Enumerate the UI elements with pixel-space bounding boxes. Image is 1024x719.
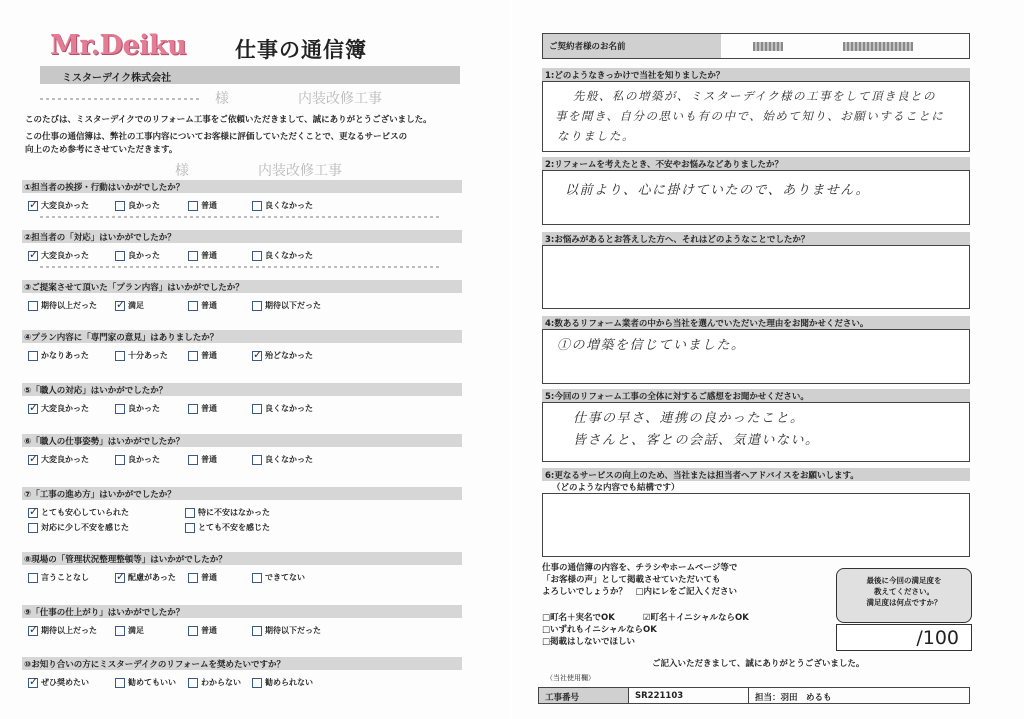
checkbox[interactable] xyxy=(252,455,262,465)
option-label: 普通 xyxy=(201,251,217,260)
satisfaction-prompt xyxy=(836,568,972,623)
question-3-label: ③ご提案させて頂いた「プラン内容」はいかがでしたか？ xyxy=(22,280,462,293)
ghost-sama-text-2: 様 xyxy=(175,163,189,179)
checkbox[interactable] xyxy=(188,678,198,688)
question-1-label: ①担当者の挨拶・行動はいかがでしたか？ xyxy=(22,180,462,193)
question-10-label: ⑩お知り合いの方にミスターデイクのリフォームを奨めたいですか？ xyxy=(22,657,462,670)
checkbox[interactable] xyxy=(28,301,38,311)
option-label: 期待以上だった xyxy=(41,301,97,310)
bleed-scribble xyxy=(40,266,440,268)
q7-option-1[interactable] xyxy=(28,507,129,518)
publication-consent xyxy=(542,562,842,648)
checkbox[interactable] xyxy=(115,404,125,414)
option-label: 普通 xyxy=(201,573,217,582)
satisfaction-prompt-line-2: 教えてください。 xyxy=(874,587,934,596)
work-number-label: 工事番号 xyxy=(539,688,629,703)
checkbox[interactable] xyxy=(115,201,125,211)
q7-option-2[interactable] xyxy=(185,507,270,518)
checkbox[interactable] xyxy=(185,523,195,533)
checkbox[interactable] xyxy=(115,626,125,636)
checkbox[interactable] xyxy=(252,404,262,414)
ghost-work-text-2: 内装改修工事 xyxy=(258,163,342,179)
work-number-value: SR221103 xyxy=(629,688,749,703)
checkbox[interactable] xyxy=(115,678,125,688)
option-label: 十分あった xyxy=(128,351,168,360)
q2-option-3[interactable] xyxy=(188,250,217,261)
q3-option-2[interactable] xyxy=(115,300,144,311)
bleed-scribble xyxy=(40,98,200,100)
option-label: 言うことなし xyxy=(41,573,89,582)
question-5-label: ⑤「職人の対応」はいかがでしたか？ xyxy=(22,383,462,396)
option-label: 期待以下だった xyxy=(265,626,321,635)
answer-3-box xyxy=(542,245,970,309)
question-2-label: 2:リフォームを考えたとき、不安やお悩みなどありましたか？ xyxy=(542,157,970,170)
intro-line-1: このたびは、ミスターデイクでのリフォーム工事をご依頼いただきまして、誠にありがとうございました。 xyxy=(25,115,432,125)
q5-option-4[interactable] xyxy=(252,403,313,414)
consent-line-1: 仕事の通信簿の内容を、チラシやホームページ等で xyxy=(542,563,738,573)
option-label: 期待以下だった xyxy=(265,301,321,310)
checkbox[interactable] xyxy=(252,301,262,311)
company-name: ミスターデイク株式会社 xyxy=(40,66,460,84)
q5-option-1[interactable] xyxy=(28,403,89,414)
consent-line-3: よろしいでしょうか？ □内にレをご記入ください xyxy=(542,587,738,597)
q9-option-3[interactable] xyxy=(188,625,217,636)
checked-checkbox[interactable] xyxy=(28,508,38,518)
option-label: 良かった xyxy=(128,404,160,413)
checked-checkbox[interactable] xyxy=(28,251,38,261)
checkbox[interactable] xyxy=(252,626,262,636)
official-use-row xyxy=(538,687,970,704)
answer-2-box xyxy=(542,170,970,225)
option-label: 大変良かった xyxy=(41,251,89,260)
q5-option-2[interactable] xyxy=(115,403,160,414)
q9-option-1[interactable] xyxy=(28,625,97,636)
checkbox[interactable] xyxy=(188,573,198,583)
option-label: 良かった xyxy=(128,251,160,260)
q6-option-1[interactable] xyxy=(28,454,89,465)
checkbox[interactable] xyxy=(115,251,125,261)
consent-option-initials[interactable]: □いずれもイニシャルならOK xyxy=(542,625,657,635)
option-label: 大変良かった xyxy=(41,404,89,413)
thank-you-message: ご記入いただきまして、誠にありがとうございました。 xyxy=(652,659,865,669)
consent-option-none[interactable]: □掲載はしないでほしい xyxy=(542,637,636,647)
option-label: かなりあった xyxy=(41,351,89,360)
question-2-label: ②担当者の「対応」はいかがでしたか？ xyxy=(22,230,462,243)
option-label: 普通 xyxy=(201,351,217,360)
checkbox[interactable] xyxy=(252,678,262,688)
option-label: 満足 xyxy=(128,301,144,310)
q9-option-4[interactable] xyxy=(252,625,321,636)
q4-option-2[interactable] xyxy=(115,350,168,361)
answer-4-box xyxy=(542,329,970,384)
survey-right-page xyxy=(512,0,1024,719)
q10-option-3[interactable] xyxy=(188,677,241,688)
option-label: 普通 xyxy=(201,201,217,210)
q8-option-2[interactable] xyxy=(115,572,176,583)
q5-option-3[interactable] xyxy=(188,403,217,414)
question-9-label: ⑨「仕事の仕上がり」はいかがでしたか？ xyxy=(22,605,462,618)
redacted-name xyxy=(753,42,783,51)
checkbox[interactable] xyxy=(115,455,125,465)
checkbox[interactable] xyxy=(188,455,198,465)
consent-line-2: 「お客様の声」として掲載させていただいても xyxy=(542,575,721,585)
checked-checkbox[interactable] xyxy=(28,404,38,414)
satisfaction-score-field[interactable] xyxy=(836,624,972,651)
option-label: 期待以上だった xyxy=(41,626,97,635)
q9-option-2[interactable] xyxy=(115,625,144,636)
q4-option-3[interactable] xyxy=(188,350,217,361)
checked-checkbox[interactable] xyxy=(28,455,38,465)
checkbox[interactable] xyxy=(115,351,125,361)
checked-checkbox[interactable] xyxy=(115,573,125,583)
redacted-name xyxy=(843,42,913,51)
question-6-label: ⑥「職人の仕事姿勢」はいかがでしたか？ xyxy=(22,434,462,447)
answer-5-line-2: 皆さんと、客との会話、気遣いない。 xyxy=(573,433,820,448)
option-label: 満足 xyxy=(128,626,144,635)
answer-1-line-3: なりました。 xyxy=(557,129,635,143)
q8-option-4[interactable] xyxy=(252,572,305,583)
option-label: 特に不安はなかった xyxy=(198,508,270,517)
question-1-label: 1:どのようなきっかけで当社を知りましたか？ xyxy=(542,68,970,81)
consent-option-initials-town[interactable]: ☑町名＋イニシャルならOK xyxy=(642,613,749,623)
q8-option-3[interactable] xyxy=(188,572,217,583)
intro-line-2: この仕事の通信簿は、弊社の工事内容についてお客様に評価していただくことで、更なるサービスの xyxy=(25,132,408,142)
question-6-label: 6:更なるサービスの向上のため、当社または担当者へアドバイスをお願いします。 xyxy=(542,468,970,481)
checkbox[interactable] xyxy=(28,351,38,361)
answer-1-box xyxy=(542,81,970,152)
checkbox[interactable] xyxy=(252,251,262,261)
option-label: 勧められない xyxy=(265,678,313,687)
q7-option-4[interactable] xyxy=(185,522,270,533)
option-label: 殆どなかった xyxy=(265,351,313,360)
q10-option-1[interactable] xyxy=(28,677,89,688)
option-label: 良かった xyxy=(128,201,160,210)
question-8-label: ⑧現場の「管理状況整理整頓等」はいかがでしたか？ xyxy=(22,552,462,565)
option-label: 普通 xyxy=(201,455,217,464)
checkbox[interactable] xyxy=(188,251,198,261)
option-label: 良くなかった xyxy=(265,251,313,260)
checkbox[interactable] xyxy=(188,626,198,636)
ghost-sama-text: 様 xyxy=(215,91,229,107)
q2-option-2[interactable] xyxy=(115,250,160,261)
checked-checkbox[interactable] xyxy=(28,678,38,688)
answer-6-box xyxy=(542,493,970,557)
option-label: 良くなかった xyxy=(265,404,313,413)
staff-name: 担当：羽田 めるも xyxy=(755,693,832,703)
option-label: 対応に少し不安を感じた xyxy=(41,523,129,532)
q2-option-1[interactable] xyxy=(28,250,89,261)
option-label: 良かった xyxy=(128,455,160,464)
question-3-label: 3:お悩みがあるとお答えした方へ、それはどのようなことでしたか？ xyxy=(542,232,970,245)
q3-option-1[interactable] xyxy=(28,300,97,311)
checked-checkbox[interactable] xyxy=(28,626,38,636)
checked-checkbox[interactable] xyxy=(252,351,262,361)
q4-option-1[interactable] xyxy=(28,350,89,361)
q6-option-4[interactable] xyxy=(252,454,313,465)
q3-option-3[interactable] xyxy=(188,300,217,311)
answer-4-text: ①の増築を信じていました。 xyxy=(557,338,746,353)
document-title: 仕事の通信簿 xyxy=(235,38,367,62)
answer-1-line-1: 先般、私の増築が、ミスターデイク様の工事をして頂き良との xyxy=(573,89,936,103)
question-4-label: ④プラン内容に「専門家の意見」はありましたか？ xyxy=(22,330,462,343)
checkbox[interactable] xyxy=(188,351,198,361)
checked-checkbox[interactable] xyxy=(28,201,38,211)
question-6-sublabel: （どのような内容でも結構です） xyxy=(552,483,680,493)
q6-option-3[interactable] xyxy=(188,454,217,465)
checkbox[interactable] xyxy=(28,523,38,533)
option-label: できてない xyxy=(265,573,305,582)
q10-option-2[interactable] xyxy=(115,677,176,688)
official-use-label: （当社使用欄） xyxy=(546,674,595,682)
satisfaction-prompt-line-3: 満足度は何点ですか？ xyxy=(866,598,942,607)
q1-option-1[interactable] xyxy=(28,200,89,211)
checkbox[interactable] xyxy=(188,301,198,311)
q1-option-4[interactable] xyxy=(252,200,313,211)
q2-option-4[interactable] xyxy=(252,250,313,261)
option-label: ぜひ奨めたい xyxy=(41,678,89,687)
option-label: わからない xyxy=(201,678,241,687)
q7-option-3[interactable] xyxy=(28,522,129,533)
option-label: 配慮があった xyxy=(128,573,176,582)
question-7-label: ⑦「工事の進め方」はいかがでしたか？ xyxy=(22,487,462,500)
checkbox[interactable] xyxy=(252,201,262,211)
customer-name-label: ご契約者様のお名前 xyxy=(543,34,721,58)
option-label: とても安心していられた xyxy=(41,508,129,517)
option-label: とても不安を感じた xyxy=(198,523,270,532)
q4-option-4[interactable] xyxy=(252,350,313,361)
satisfaction-prompt-line-1: 最後に今回の満足度を xyxy=(866,576,942,585)
option-label: 普通 xyxy=(201,626,217,635)
option-label: 普通 xyxy=(201,404,217,413)
customer-name-box xyxy=(542,33,970,59)
q10-option-4[interactable] xyxy=(252,677,313,688)
checkbox[interactable] xyxy=(28,573,38,583)
bleed-scribble xyxy=(40,216,440,218)
checkbox[interactable] xyxy=(252,573,262,583)
checkbox[interactable] xyxy=(185,508,195,518)
ghost-work-text: 内装改修工事 xyxy=(298,91,382,107)
option-label: 良くなかった xyxy=(265,201,313,210)
satisfaction-score-value: /100 xyxy=(916,627,959,649)
option-label: 大変良かった xyxy=(41,201,89,210)
option-label: 良くなかった xyxy=(265,455,313,464)
answer-2-text: 以前より、心に掛けていたので、ありません。 xyxy=(565,183,871,198)
option-label: 大変良かった xyxy=(41,455,89,464)
brand-logo: Mr.Deiku xyxy=(50,30,187,61)
q3-option-4[interactable] xyxy=(252,300,321,311)
checkbox[interactable] xyxy=(188,201,198,211)
question-5-label: 5:今回のリフォーム工事の全体に対するご感想をお聞かせください。 xyxy=(542,389,970,402)
q1-option-2[interactable] xyxy=(115,200,160,211)
option-label: 勧めてもいい xyxy=(128,678,176,687)
intro-line-3: 向上のため参考にさせていただきます。 xyxy=(25,145,178,155)
answer-5-line-1: 仕事の早さ、連携の良かったこと。 xyxy=(573,411,805,426)
q8-option-1[interactable] xyxy=(28,572,89,583)
checked-checkbox[interactable] xyxy=(115,301,125,311)
q6-option-2[interactable] xyxy=(115,454,160,465)
answer-1-line-2: 事を聞き、自分の思いも有の中で、始めて知り、お願いすることに xyxy=(555,109,945,123)
question-4-label: 4:数あるリフォーム業者の中から当社を選んでいただいた理由をお聞かせください。 xyxy=(542,316,970,329)
q1-option-3[interactable] xyxy=(188,200,217,211)
option-label: 普通 xyxy=(201,301,217,310)
checkbox[interactable] xyxy=(188,404,198,414)
answer-5-box xyxy=(542,402,970,462)
consent-option-realname[interactable]: □町名＋実名でOK xyxy=(542,613,615,623)
survey-left-page xyxy=(0,0,510,719)
